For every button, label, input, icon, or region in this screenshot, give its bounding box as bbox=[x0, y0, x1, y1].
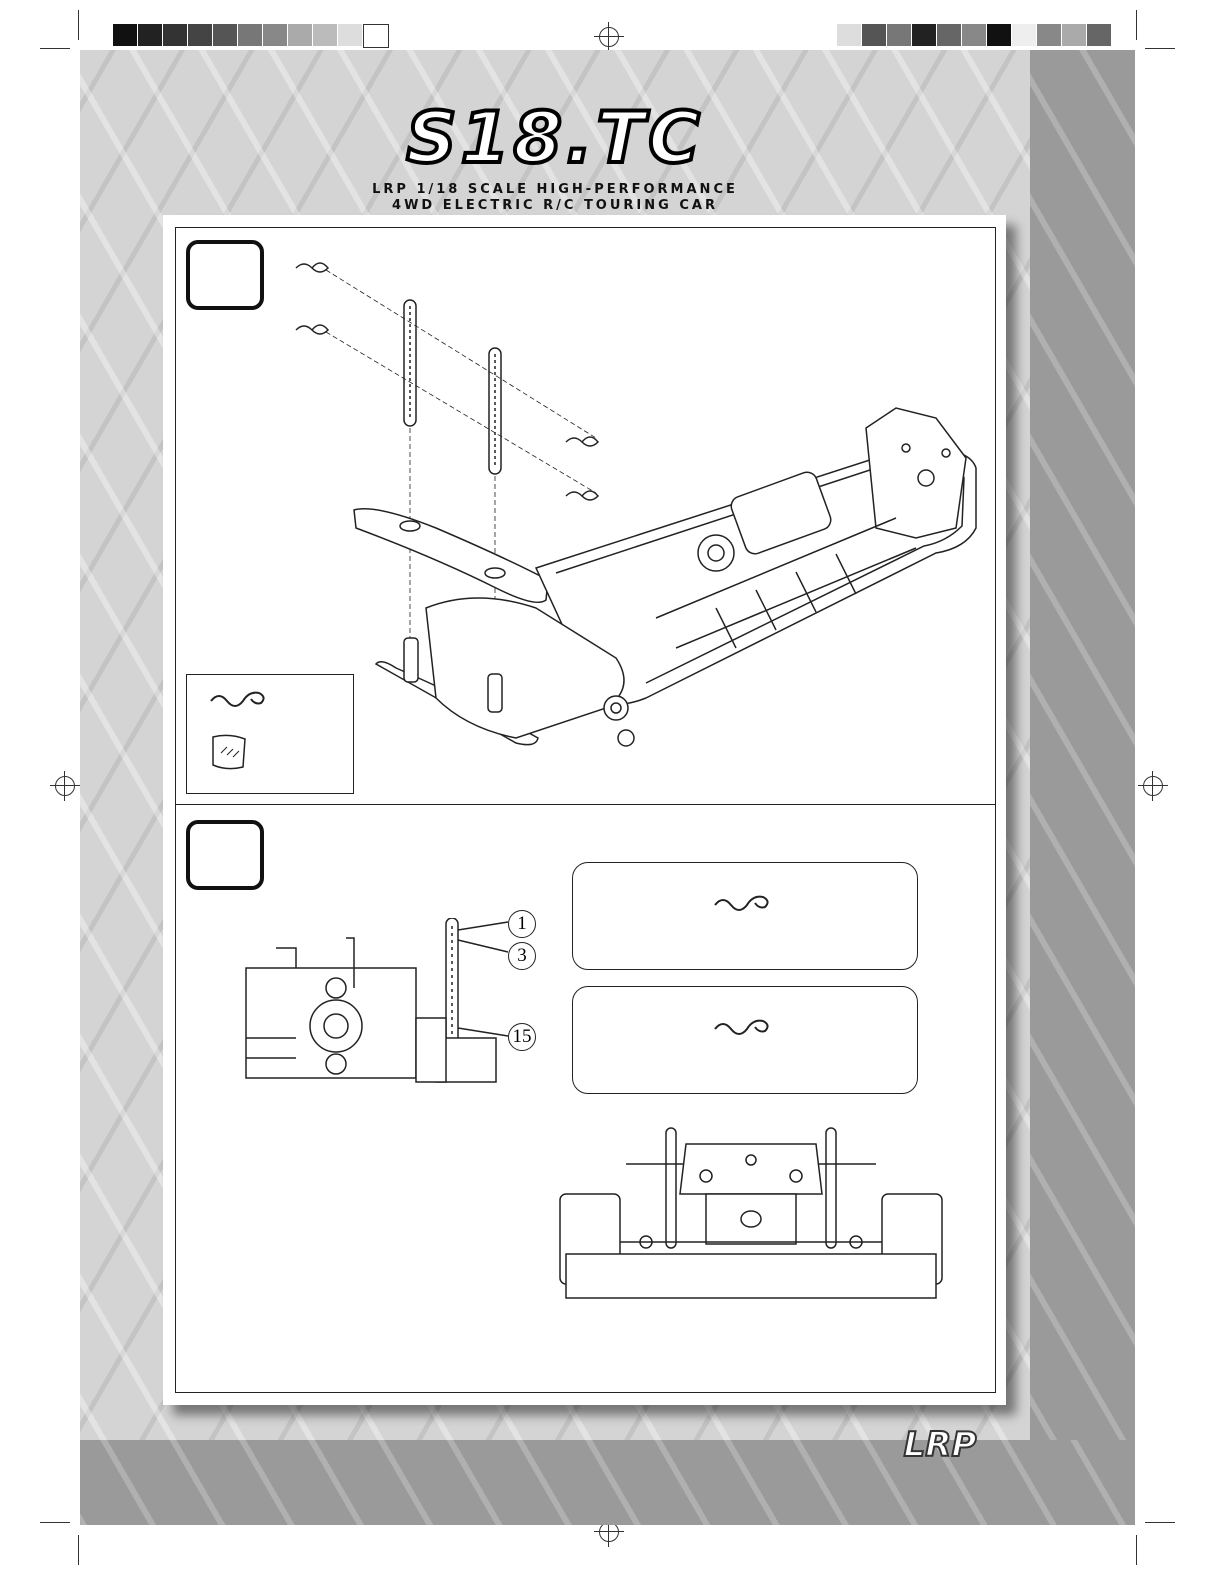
right-side-band bbox=[1030, 50, 1135, 1525]
body-shell-icon bbox=[207, 731, 251, 775]
registration-mark-icon bbox=[599, 1522, 619, 1542]
front-view-drawing bbox=[546, 1124, 966, 1314]
parts-list-box bbox=[186, 674, 354, 794]
crop-mark bbox=[40, 48, 70, 49]
crop-mark bbox=[78, 1535, 79, 1565]
body-clip-icon bbox=[207, 685, 267, 709]
color-bar-right bbox=[837, 24, 1112, 46]
crop-mark bbox=[1136, 1535, 1137, 1565]
clip-position-panel-1 bbox=[572, 862, 918, 970]
callout-1: 1 bbox=[508, 910, 536, 938]
step-divider bbox=[176, 804, 995, 805]
side-view-post-height-drawing bbox=[236, 918, 596, 1118]
registration-mark-icon bbox=[1143, 776, 1163, 796]
part-row bbox=[207, 731, 265, 775]
step-number-box bbox=[186, 820, 264, 890]
instruction-card bbox=[163, 215, 1006, 1405]
registration-mark-icon bbox=[599, 27, 619, 47]
product-logo: S18.TC bbox=[406, 97, 704, 179]
callout-15: 15 bbox=[508, 1023, 536, 1051]
subtitle-line-1: LRP 1/18 SCALE HIGH-PERFORMANCE bbox=[372, 182, 738, 197]
callout-3: 3 bbox=[508, 942, 536, 970]
crop-mark bbox=[78, 10, 79, 40]
part-row bbox=[207, 685, 281, 709]
instruction-frame bbox=[175, 227, 996, 1393]
registration-mark-icon bbox=[55, 776, 75, 796]
lrp-brand-logo: LRP bbox=[903, 1425, 977, 1465]
crop-mark bbox=[40, 1522, 70, 1523]
header bbox=[360, 98, 750, 213]
crop-mark bbox=[1136, 10, 1137, 40]
crop-mark bbox=[1145, 48, 1175, 49]
body-clip-icon bbox=[711, 1011, 775, 1037]
subtitle-line-2: 4WD ELECTRIC R/C TOURING CAR bbox=[392, 198, 718, 213]
crop-mark bbox=[1145, 1522, 1175, 1523]
clip-position-panel-2 bbox=[572, 986, 918, 1094]
body-clip-icon bbox=[711, 887, 775, 913]
color-bar-left bbox=[113, 24, 389, 46]
